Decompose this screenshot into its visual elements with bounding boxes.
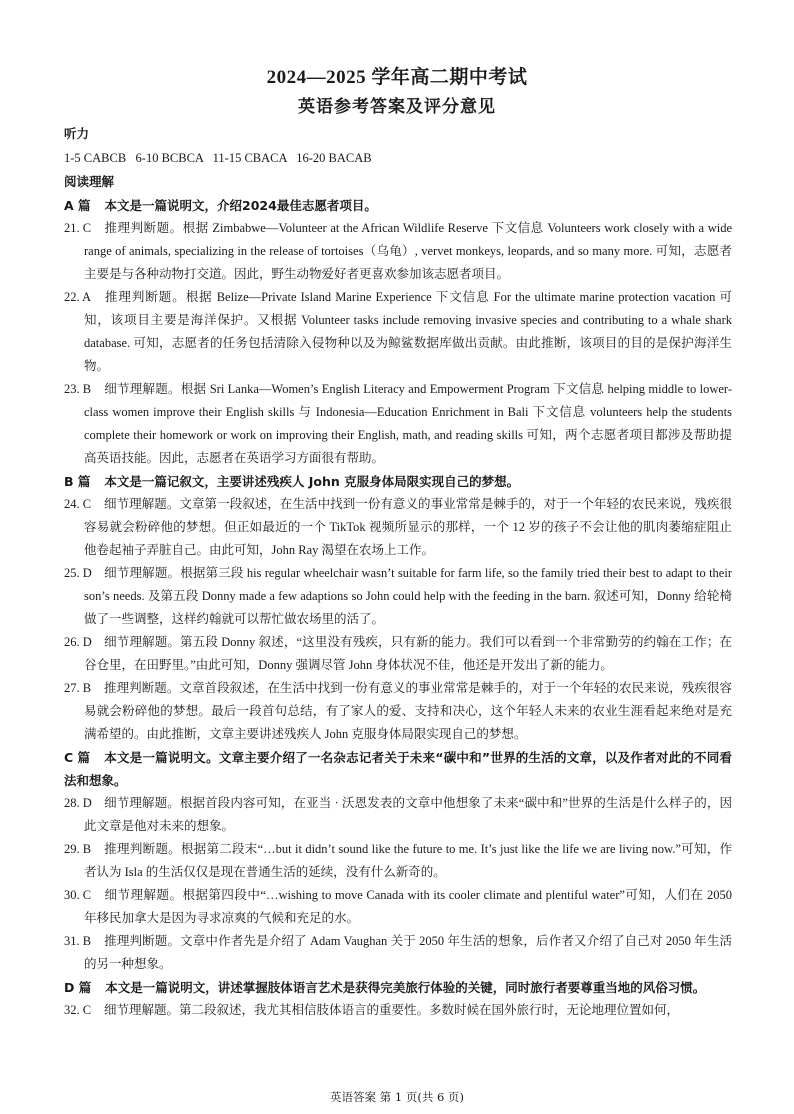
passage-tag: A 篇 (64, 198, 91, 213)
answer-item-26 (64, 631, 732, 677)
passage-tag: B 篇 (64, 474, 91, 489)
answer-content (64, 122, 732, 1022)
answer-number: 24. C (64, 497, 92, 511)
answer-explanation: 推理判断题。根据 Zimbabwe—Volunteer at the African Wildlife Reserve 下文信息 Volunteers work closely with a wide range of animals, specializing in the release of tortoises（乌龟）, vervet monkeys, leopards, and so many more. 可知，志愿者主要是与各种动物打交道。因此，野生动物爱好者更喜欢参加该志愿者项目。 (84, 221, 732, 281)
answer-explanation: 细节理解题。根据首段内容可知，在亚当 · 沃恩发表的文章中他想象了未来“碳中和”世界的生活是什么样子的，因此文章是他对未来的想象。 (84, 796, 732, 833)
answer-number: 26. D (64, 635, 92, 649)
page-footer: 英语答案 第 1 页(共 6 页) (330, 1090, 464, 1104)
answer-item-22 (64, 286, 732, 378)
passage-summary-text: 本文是一篇说明文，讲述掌握肢体语言艺术是获得完美旅行体验的关键，同时旅行者要尊重当地的风俗习惯。 (105, 980, 706, 995)
answer-explanation: 推理判断题。根据 Belize—Private Island Marine Experience 下文信息 For the ultimate marine protection vacation 可知，该项目主要是海洋保护。又根据 Volunteer tasks include removing invasive species and contributing to a whale shark database. 可知，志愿者的任务包括清除入侵物种以及为鲸鲨数据库做出贡献。由此推断，该项目的目的是保护海洋生物。 (84, 290, 732, 373)
passage-a-summary (64, 194, 732, 217)
answer-number: 21. C (64, 221, 92, 235)
answer-explanation: 推理判断题。根据第二段末“…but it didn’t sound like the future to me. It’s just like the life we are living now.”可知，作者认为 Isla 的生活仅仅是现在普通生活的延续，没有什么新奇的。 (84, 842, 732, 879)
answer-item-28 (64, 792, 732, 838)
answer-number: 23. B (64, 382, 92, 396)
reading-heading: 阅读理解 (64, 174, 115, 189)
answer-explanation: 细节理解题。根据 Sri Lanka—Women’s English Literacy and Empowerment Program 下文信息 helping middle to lower-class women improve their English skills 与 Indonesia—Education Enrichment in Bali 下文信息 volunteers help the students complete their homework or work on improving their English, math, and reading skills 可知，两个志愿者项目都涉及帮助提高英语技能。因此，志愿者在英语学习方面很有帮助。 (84, 382, 732, 465)
listening-answers: 1-5 CABCB 6-10 BCBCA 11-15 CBACA 16-20 BACAB (64, 151, 372, 165)
answer-number: 29. B (64, 842, 92, 856)
answer-item-25 (64, 562, 732, 631)
answer-item-32 (64, 999, 732, 1022)
passage-c-summary (64, 746, 732, 792)
answer-item-24 (64, 493, 732, 562)
answer-item-30 (64, 884, 732, 930)
answer-item-29 (64, 838, 732, 884)
passage-b-summary (64, 470, 732, 493)
answer-number: 27. B (64, 681, 92, 695)
answer-explanation: 推理判断题。文章中作者先是介绍了 Adam Vaughan 关于 2050 年生活的想象，后作者又介绍了自己对 2050 年生活的另一种想象。 (84, 934, 732, 971)
passage-summary-text: 本文是一篇说明文。文章主要介绍了一名杂志记者关于未来“碳中和”世界的生活的文章，以及作者对此的不同看法和想象。 (64, 750, 732, 788)
answer-item-27 (64, 677, 732, 746)
passage-summary-text: 本文是一篇记叙文，主要讲述残疾人 John 克服身体局限实现自己的梦想。 (104, 474, 520, 489)
passage-tag: C 篇 (64, 750, 91, 765)
answer-number: 30. C (64, 888, 92, 902)
document-subtitle: 英语参考答案及评分意见 (298, 97, 496, 117)
answer-item-21 (64, 217, 732, 286)
answer-number: 28. D (64, 796, 92, 810)
passage-tag: D 篇 (64, 980, 92, 995)
answer-explanation: 细节理解题。第二段叙述，我尤其相信肢体语言的重要性。多数时候在国外旅行时，无论地理位置如何， (104, 1003, 680, 1017)
answer-number: 32. C (64, 1003, 92, 1017)
answer-number: 25. D (64, 566, 92, 580)
answer-explanation: 细节理解题。第五段 Donny 叙述，“这里没有残疾，只有新的能力。我们可以看到一个非常勤劳的约翰在工作；在谷仓里，在田野里。”由此可知，Donny 强调尽管 John 身体状况不佳，他还是开发出了新的能力。 (84, 635, 732, 672)
answer-explanation: 细节理解题。文章第一段叙述，在生活中找到一份有意义的事业常常是棘手的，对于一个年轻的农民来说，残疾很容易就会粉碎他的梦想。但正如最近的一个 TikTok 视频所显示的那样，一个 12 岁的孩子不会让他的肌肉萎缩症阻止他卷起袖子弄脏自己。由此可知，John Ray 渴望在农场上工作。 (84, 497, 732, 557)
answer-explanation: 推理判断题。文章首段叙述，在生活中找到一份有意义的事业常常是棘手的，对于一个年轻的农民来说，残疾很容易就会粉碎他的梦想。最后一段首句总结，有了家人的爱、支持和决心，这个年轻人未来的农业生涯看起来绝对是充满希望的。由此推断，文章主要讲述残疾人 John 克服身体局限实现自己的梦想。 (84, 681, 732, 741)
answer-explanation: 细节理解题。根据第三段 his regular wheelchair wasn’t suitable for farm life, so the family tried their best to adapt to their son’s needs. 及第五段 Donny made a few adaptions so John could help with the feeding in the barn. 叙述可知，Donny 给轮椅做了一些调整，这样约翰就可以帮忙做农场里的活了。 (84, 566, 732, 626)
passage-summary-text: 本文是一篇说明文，介绍2024最佳志愿者项目。 (104, 198, 377, 213)
exam-title: 2024—2025 学年高二期中考试 (266, 67, 528, 88)
passage-d-summary (64, 976, 732, 999)
answer-number: 22. A (64, 290, 92, 304)
listening-heading: 听力 (64, 126, 90, 141)
answer-item-23 (64, 378, 732, 470)
answer-item-31 (64, 930, 732, 976)
answer-explanation: 细节理解题。根据第四段中“…wishing to move Canada with its cooler climate and plentiful water”可知，人们在 2050 年移民加拿大是因为寻求凉爽的气候和充足的水。 (84, 888, 732, 925)
answer-number: 31. B (64, 934, 92, 948)
